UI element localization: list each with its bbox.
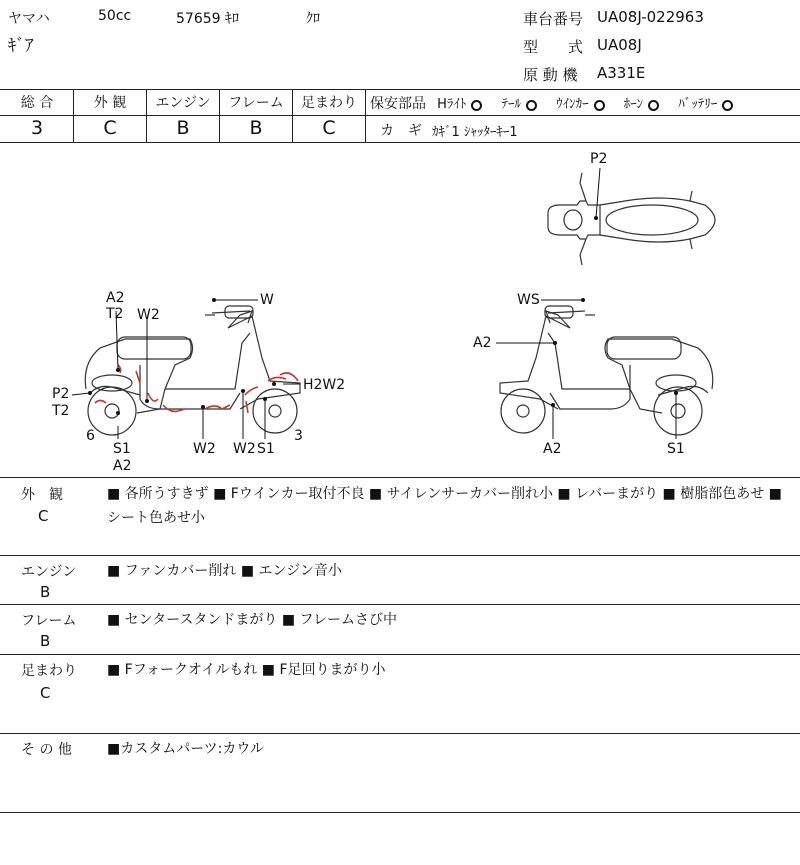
part-name: ｳｲﾝｶｰ (556, 97, 589, 112)
safety-part-horn (624, 93, 660, 112)
label-s1-front: S1 (257, 441, 275, 457)
section-label-suspension: 足まわり (21, 663, 77, 679)
divider (0, 812, 800, 813)
divider (0, 654, 800, 655)
divider (0, 604, 800, 605)
section-text-engine: ■ ファンカバー削れ ■ エンジン音小 (107, 563, 342, 579)
model-type: UA08J (597, 36, 642, 54)
safety-part-tail (501, 93, 537, 112)
label-p2: P2 (52, 386, 70, 402)
ok-circle-icon (722, 100, 733, 111)
key-label: カ ギ (380, 123, 422, 139)
maker: ヤマハ (8, 11, 50, 27)
key-value: ｶｷﾞ1 ｼｬｯﾀｰｷｰ1 (432, 125, 518, 140)
divider (365, 89, 366, 142)
section-label-engine: エンジン (21, 564, 77, 580)
grade-frame: B (249, 117, 263, 139)
divider (0, 115, 365, 116)
section-label-other: そ の 他 (21, 742, 72, 758)
section-label-exterior: 外 観 (21, 487, 63, 503)
safety-part-headlight (437, 93, 482, 112)
label-right-s1: S1 (667, 441, 685, 457)
label-6: 6 (86, 428, 95, 444)
label-t2: T2 (106, 306, 124, 322)
section-text-exterior: ■ 各所うすきず ■ Fウインカー取付不良 ■ サイレンサーカバー削れ小 ■ レバーまがり ■ 樹脂部色あせ ■ シート色あせ小 (107, 486, 782, 526)
label-h2w2: H2W2 (303, 377, 346, 393)
ok-circle-icon (526, 100, 537, 111)
label-w2-lower: W2 (193, 441, 216, 457)
safety-parts (370, 93, 733, 113)
part-name: ﾎｰﾝ (623, 97, 644, 112)
section-text-other: ■カスタムパーツ:カウル (107, 741, 264, 757)
ok-circle-icon (471, 100, 482, 111)
section-grade-suspension: C (40, 684, 51, 702)
label-right-a2: A2 (473, 335, 492, 351)
section-text-suspension: ■ Fフォークオイルもれ ■ F足回りまがり小 (107, 662, 386, 678)
engine-no: A331E (597, 64, 646, 82)
section-text-frame: ■ センタースタンドまがり ■ フレームさび中 (107, 612, 397, 628)
section-grade-exterior: C (38, 507, 49, 525)
label-a2-lower: A2 (113, 458, 132, 474)
scooter-right-view (500, 306, 713, 435)
section-grade-frame: B (40, 632, 51, 650)
label-right-a2-lower: A2 (543, 441, 562, 457)
divider (0, 89, 800, 90)
color: ｸﾛ (306, 11, 320, 27)
ok-circle-icon (594, 100, 605, 111)
label-ws: WS (517, 292, 540, 308)
label-w2: W2 (137, 307, 160, 323)
grade-header-frame: フレーム (228, 95, 284, 111)
model-type-label: 型 式 (523, 38, 584, 56)
section-label-frame: フレーム (21, 613, 77, 629)
grade-exterior: C (103, 117, 117, 139)
part-name: ﾊﾞｯﾃﾘｰ (678, 97, 718, 112)
part-name: ﾃｰﾙ (501, 97, 521, 112)
label-s1: S1 (113, 441, 131, 457)
label-top-p2: P2 (590, 151, 608, 167)
safety-parts-label: 保安部品 (370, 96, 426, 112)
grade-suspension: C (322, 117, 336, 139)
label-3: 3 (294, 428, 303, 444)
label-t2-rear: T2 (52, 403, 70, 419)
grade-header-exterior: 外 観 (93, 95, 127, 111)
frame-no: UA08J-022963 (597, 8, 704, 26)
scooter-top-view (548, 173, 715, 265)
model-name: ｷﾞｱ (8, 36, 34, 56)
part-name: Hﾗｲﾄ (437, 97, 467, 112)
grade-header-suspension: 足まわり (301, 95, 357, 111)
displacement: 50cc (98, 8, 132, 24)
safety-part-winker (556, 93, 605, 112)
mileage: 57659 ｷﾛ (176, 11, 239, 27)
section-grade-engine: B (40, 583, 51, 601)
label-w2-front: W2 (233, 441, 256, 457)
frame-no-label: 車台番号 (523, 10, 584, 28)
divider (365, 115, 800, 116)
grade-overall: 3 (30, 117, 44, 139)
divider (0, 477, 800, 478)
ok-circle-icon (648, 100, 659, 111)
grade-header-overall: 総 合 (20, 95, 54, 111)
label-w: W (260, 292, 274, 308)
engine-label: 原 動 機 (523, 66, 578, 84)
label-a2: A2 (106, 290, 125, 306)
grade-header-engine: エンジン (155, 95, 211, 111)
divider (0, 733, 800, 734)
grade-engine: B (176, 117, 190, 139)
safety-part-battery (678, 93, 733, 112)
divider (0, 555, 800, 556)
